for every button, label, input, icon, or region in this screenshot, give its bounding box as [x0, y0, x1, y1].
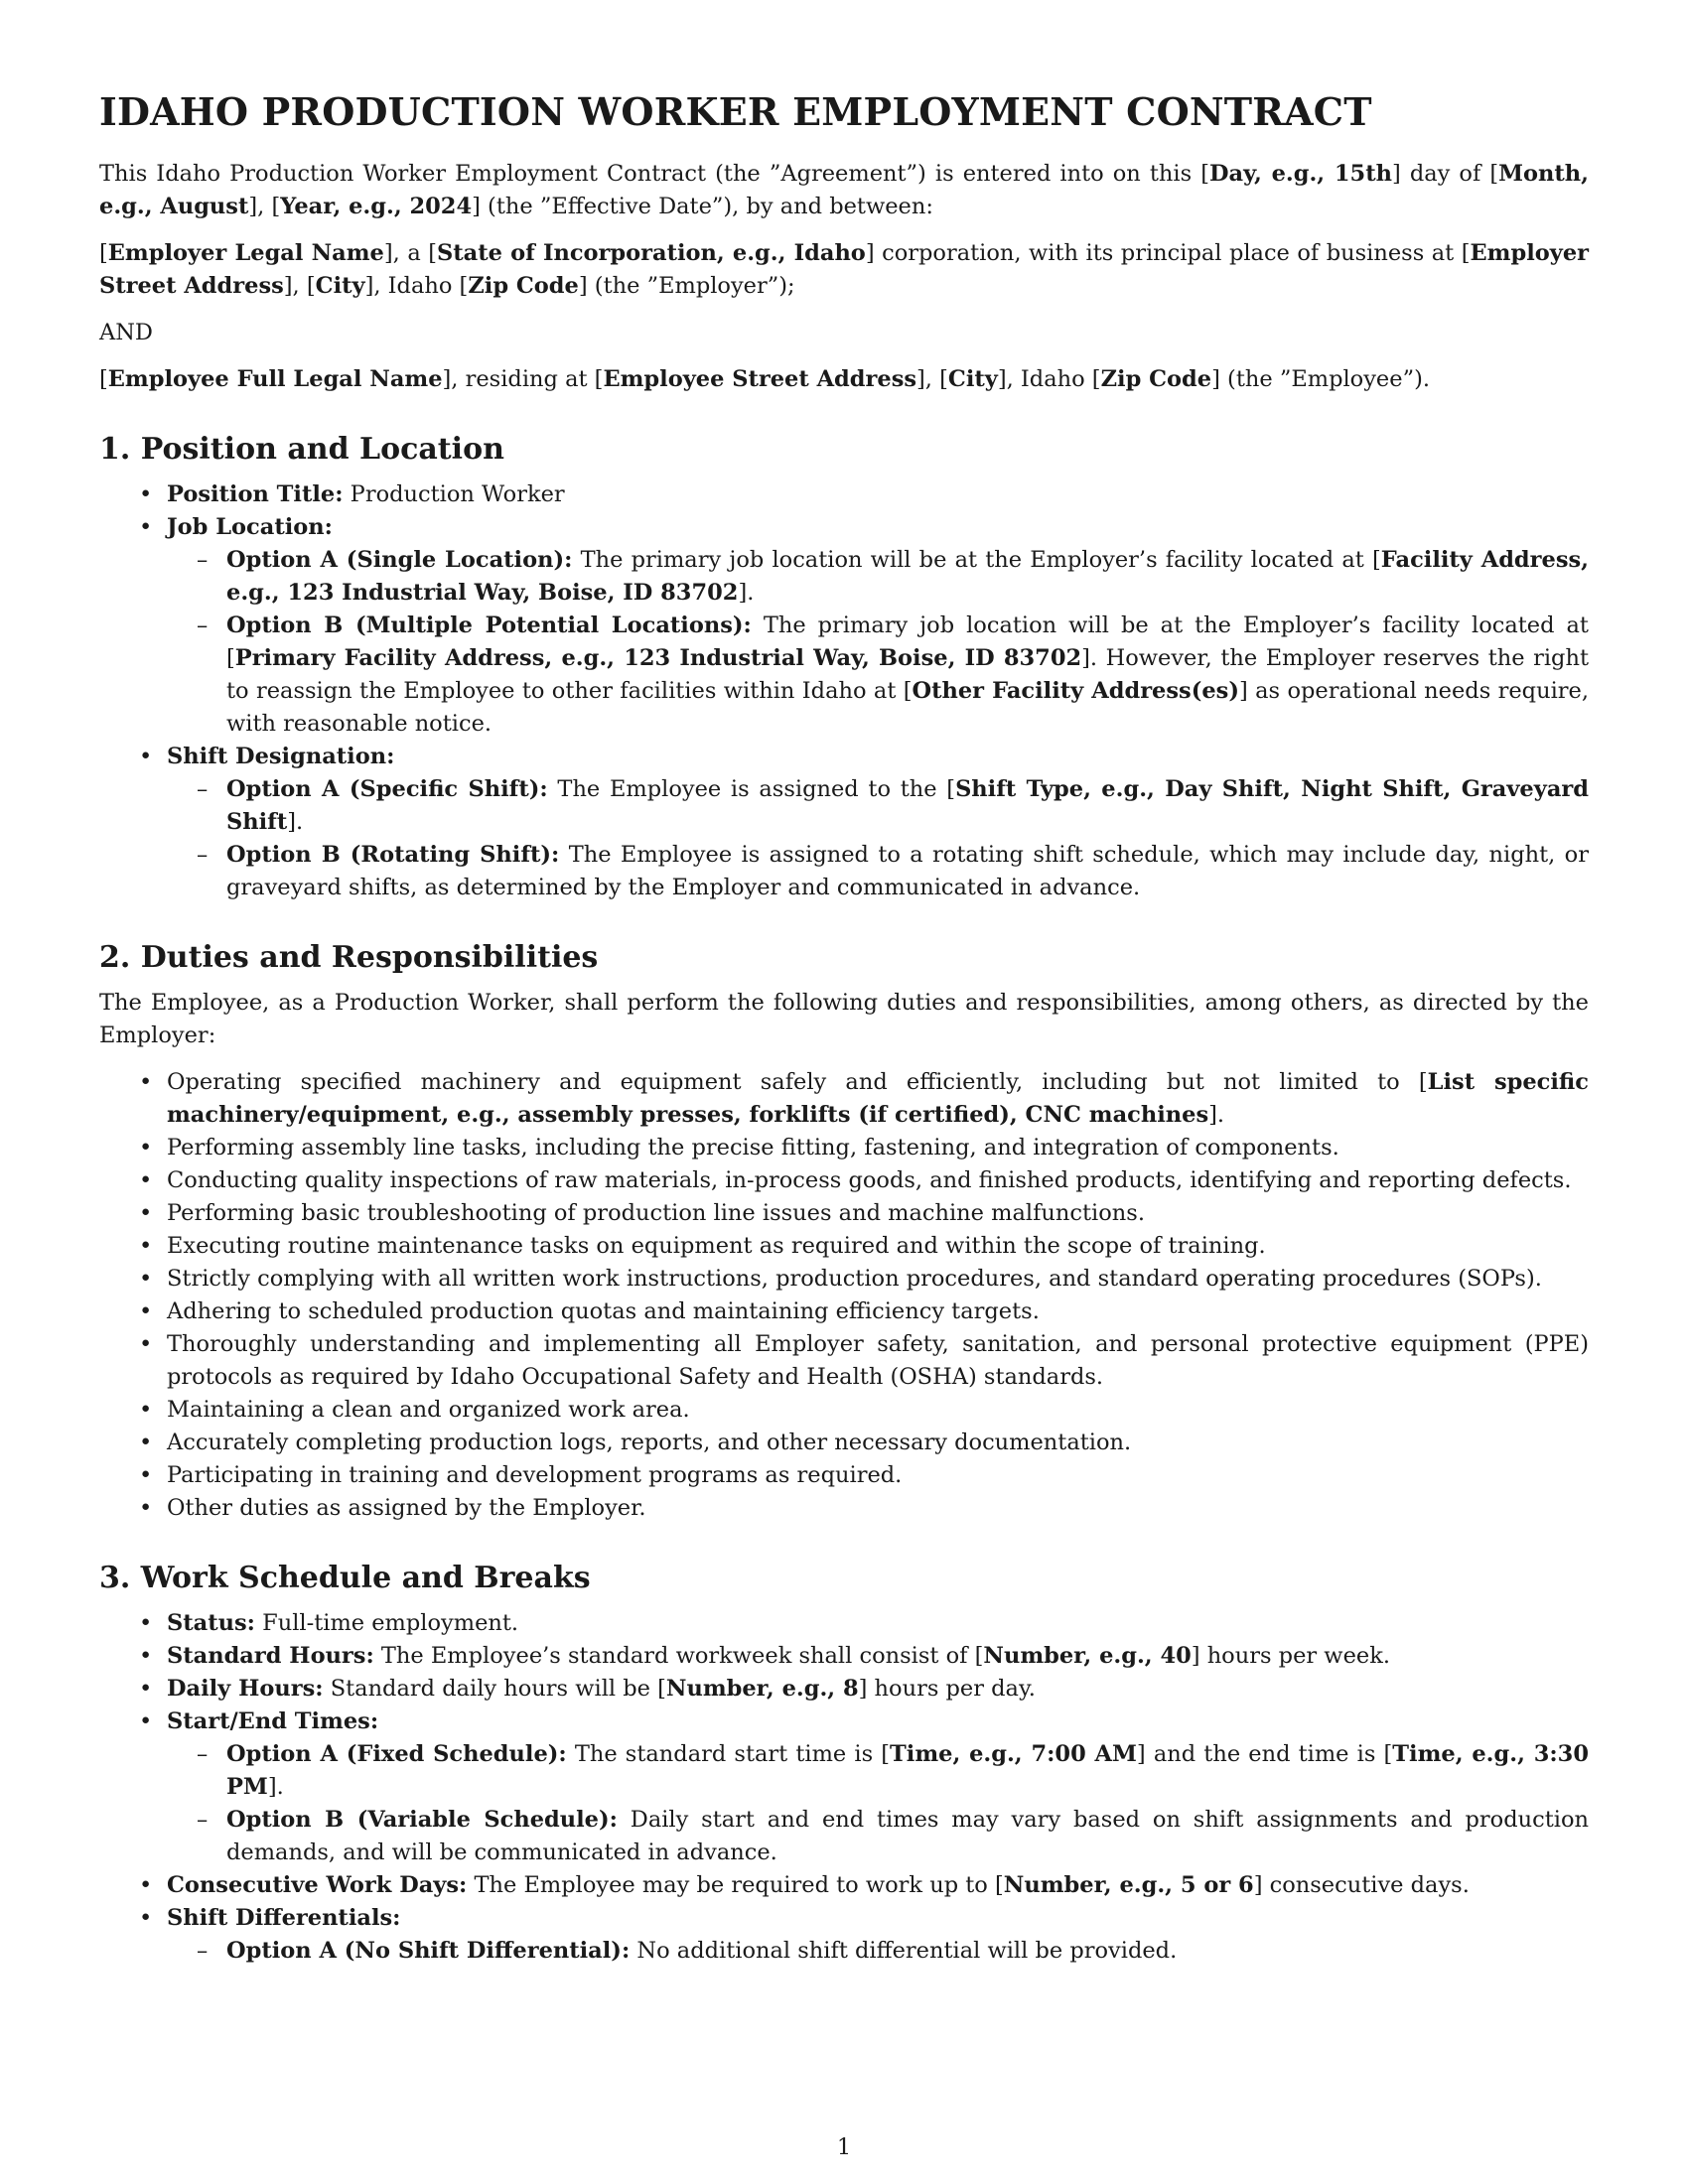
schedule-option-b: – Option B (Variable Schedule): Daily start and end times may vary based on shift assignments and production demands, and will be communicated in advance. — [226, 1804, 1589, 1869]
employee-name-placeholder: Employee Full Legal Name — [107, 366, 443, 392]
page-number: 1 — [836, 2134, 852, 2160]
shift-option-a: – Option A (Specific Shift): The Employee is assigned to the [Shift Type, e.g., Day Shift, Night Shift, Graveyard Shift]. — [226, 773, 1589, 839]
duty-item: • Thoroughly understanding and implementing all Employer safety, sanitation, and personal protective equipment (PPE) protocols as required by Idaho Occupational Safety and Health (OSHA) standards. — [167, 1328, 1589, 1394]
shift-option-b: – Option B (Rotating Shift): The Employee is assigned to a rotating shift schedule, which may include day, night, or graveyard shifts, as determined by the Employer and communicated in advance. — [226, 839, 1589, 904]
schedule-option-a: – Option A (Fixed Schedule): The standard start time is [Time, e.g., 7:00 AM] and the end time is [Time, e.g., 3:30 PM]. — [226, 1738, 1589, 1804]
duty-item: • Performing assembly line tasks, including the precise fitting, fastening, and integration of components. — [167, 1132, 1589, 1164]
section-3-list — [99, 1607, 1589, 1968]
month-placeholder: Month, e.g., August — [99, 161, 1589, 219]
schedule-options — [167, 1738, 1589, 1869]
employee-zip-placeholder: Zip Code — [1100, 366, 1212, 392]
duty-item: • Executing routine maintenance tasks on equipment as required and within the scope of training. — [167, 1230, 1589, 1263]
duty-item: • Operating specified machinery and equipment safely and efficiently, including but not limited to [List specific machinery/equipment, e.g., assembly presses, forklifts (if certified), CNC machines]. — [167, 1066, 1589, 1132]
duty-item: • Conducting quality inspections of raw materials, in-process goods, and finished products, identifying and reporting defects. — [167, 1164, 1589, 1197]
section-1-heading: 1. Position and Location — [99, 432, 504, 467]
standard-hours-item: • Standard Hours: The Employee’s standard workweek shall consist of [Number, e.g., 40] hours per week. — [167, 1640, 1589, 1673]
section-2-intro: The Employee, as a Production Worker, shall perform the following duties and responsibilities, among others, as directed by the Employer: — [99, 990, 1589, 1048]
document-page — [99, 79, 1589, 2105]
duty-item: • Participating in training and development programs as required. — [167, 1459, 1589, 1492]
document-title: IDAHO PRODUCTION WORKER EMPLOYMENT CONTRACT — [99, 89, 1372, 134]
duties-list — [99, 1066, 1589, 1525]
intro-paragraph: This Idaho Production Worker Employment Contract (the ”Agreement”) is entered into on this [Day, e.g., 15th] day of [Month, e.g., August], [Year, e.g., 2024] (the ”Effective Date”), by and between: — [99, 161, 1589, 219]
section-3-heading: 3. Work Schedule and Breaks — [99, 1561, 591, 1595]
employee-street-placeholder: Employee Street Address — [603, 366, 917, 392]
position-title-item: • Position Title: Production Worker — [167, 478, 1589, 511]
employer-zip-placeholder: Zip Code — [468, 273, 579, 299]
employee-city-placeholder: City — [947, 366, 998, 392]
duty-item: • Other duties as assigned by the Employer. — [167, 1492, 1589, 1525]
job-location-item: • Job Location: – Option A (Single Location): The primary job location will be at the Employer’s facility located at [Facility Address, e.g., 123 Industrial Way, Boise, ID 83702]. – Option B (Multiple Potential Locations): The primary job location will be at the Employer’s facility located at [Primary Facility Address, e.g., 123 Industrial Way, Boise, ID 83702]. However, the Employer reserves the right to reassign the Employee to other facilities within Idaho at [Other Facility Address(es)] as operational needs require, with reasonable notice. — [167, 511, 1589, 741]
duty-item: • Adhering to scheduled production quotas and maintaining efficiency targets. — [167, 1296, 1589, 1328]
employee-paragraph: [Employee Full Legal Name], residing at [Employee Street Address], [City], Idaho [Zip Code] (the ”Employee”). — [99, 366, 1431, 392]
state-placeholder: State of Incorporation, e.g., Idaho — [437, 240, 866, 266]
employer-city-placeholder: City — [315, 273, 365, 299]
job-location-options — [167, 544, 1589, 741]
day-placeholder: Day, e.g., 15th — [1209, 161, 1392, 187]
shift-options — [167, 773, 1589, 904]
start-end-times-item: • Start/End Times: – Option A (Fixed Schedule): The standard start time is [Time, e.g., 7:00 AM] and the end time is [Time, e.g., 3:30 PM]. – Option B (Variable Schedule): Daily start and end times may vary based on shift assignments and production demands, and will be communicated in advance. — [167, 1706, 1589, 1869]
duty-item: • Performing basic troubleshooting of production line issues and machine malfunctions. — [167, 1197, 1589, 1230]
location-option-b: – Option B (Multiple Potential Locations): The primary job location will be at the Employer’s facility located at [Primary Facility Address, e.g., 123 Industrial Way, Boise, ID 83702]. However, the Employer reserves the right to reassign the Employee to other facilities within Idaho at [Other Facility Address(es)] as operational needs require, with reasonable notice. — [226, 610, 1589, 741]
employer-street-placeholder: Employer Street Address — [99, 240, 1589, 299]
consecutive-days-item: • Consecutive Work Days: The Employee may be required to work up to [Number, e.g., 5 or 6] consecutive days. — [167, 1869, 1589, 1902]
shift-differentials-item: • Shift Differentials: – Option A (No Shift Differential): No additional shift differential will be provided. — [167, 1902, 1589, 1968]
shift-designation-item: • Shift Designation: – Option A (Specific Shift): The Employee is assigned to the [Shift Type, e.g., Day Shift, Night Shift, Graveyard Shift]. – Option B (Rotating Shift): The Employee is assigned to a rotating shift schedule, which may include day, night, or graveyard shifts, as determined by the Employer and communicated in advance. — [167, 741, 1589, 904]
duty-item: • Strictly complying with all written work instructions, production procedures, and standard operating procedures (SOPs). — [167, 1263, 1589, 1296]
year-placeholder: Year, e.g., 2024 — [280, 194, 473, 219]
employer-paragraph: [Employer Legal Name], a [State of Incorporation, e.g., Idaho] corporation, with its principal place of business at [Employer Street Address], [City], Idaho [Zip Code] (the ”Employer”); — [99, 240, 1589, 299]
daily-hours-item: • Daily Hours: Standard daily hours will be [Number, e.g., 8] hours per day. — [167, 1673, 1589, 1706]
duty-item: • Maintaining a clean and organized work area. — [167, 1394, 1589, 1427]
status-item: • Status: Full-time employment. — [167, 1607, 1589, 1640]
location-option-a: – Option A (Single Location): The primary job location will be at the Employer’s facility located at [Facility Address, e.g., 123 Industrial Way, Boise, ID 83702]. — [226, 544, 1589, 610]
and-separator: AND — [99, 320, 153, 345]
employer-name-placeholder: Employer Legal Name — [107, 240, 384, 266]
differential-option-a: – Option A (No Shift Differential): No additional shift differential will be provided. — [226, 1935, 1589, 1968]
differential-options — [167, 1935, 1589, 1968]
duty-item: • Accurately completing production logs, reports, and other necessary documentation. — [167, 1427, 1589, 1459]
section-2-heading: 2. Duties and Responsibilities — [99, 940, 599, 975]
section-1-list — [99, 478, 1589, 904]
